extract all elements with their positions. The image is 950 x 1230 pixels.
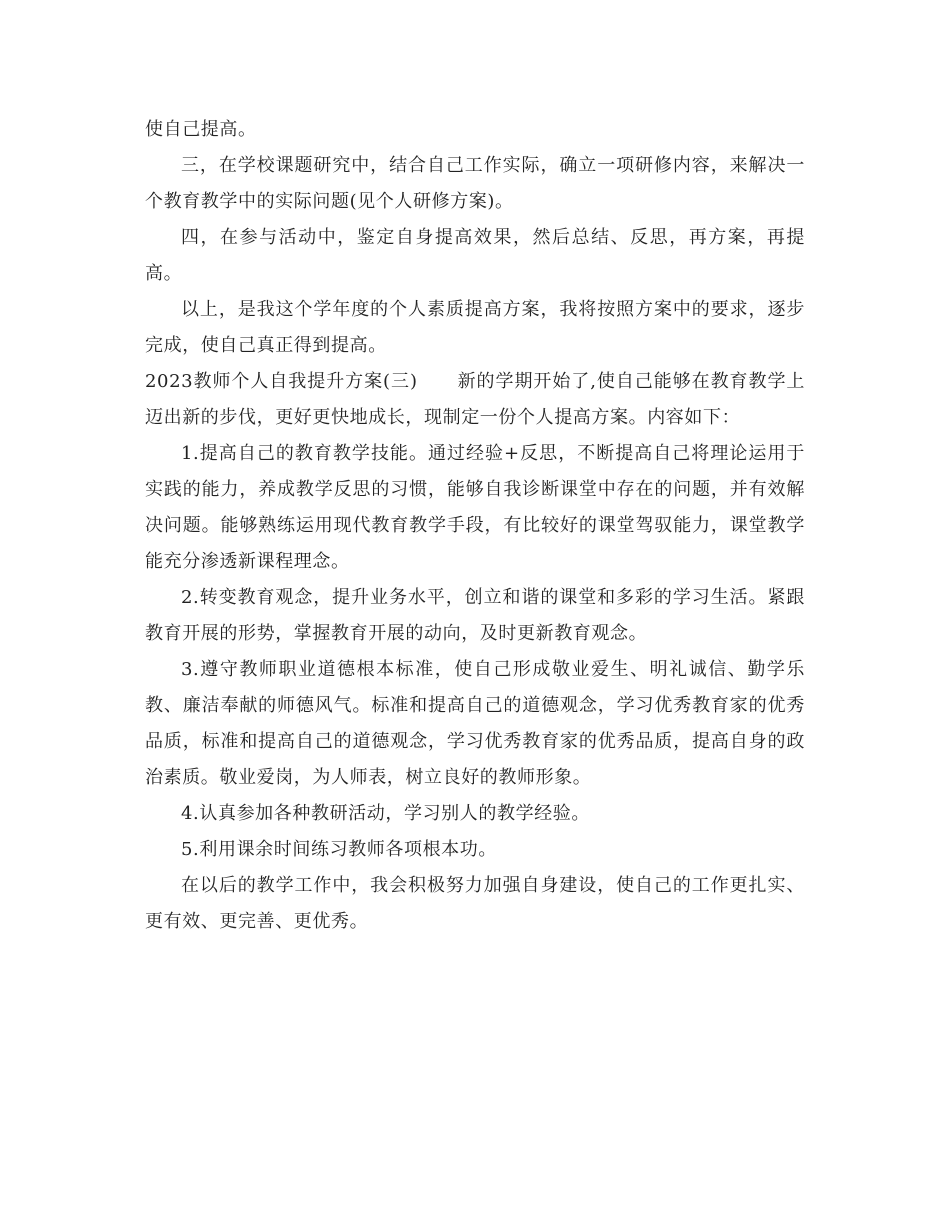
paragraph-point-4: 4.认真参加各种教研活动，学习别人的教学经验。 <box>181 803 590 824</box>
paragraph-closing: 在以后的教学工作中，我会积极努力加强自身建设，使自己的工作更扎实、更有效、更完善、更优秀。 <box>145 875 805 932</box>
paragraph-continuation: 使自己提高。 <box>145 119 257 140</box>
paragraph-point-5: 5.利用课余时间练习教师各项根本功。 <box>181 839 497 860</box>
paragraph-point-1: 1.提高自己的教育教学技能。通过经验+反思，不断提高自己将理论运用于实践的能力，养成教学反思的习惯，能够自我诊断课堂中存在的问题，并有效解决问题。能够熟练运用现代教育教学手段，有比较好的课堂驾驭能力，课堂教学能充分渗透新课程理念。 <box>145 443 805 572</box>
paragraph-point-3: 3.遵守教师职业道德根本标准，使自己形成敬业爱生、明礼诚信、勤学乐教、廉洁奉献的师德风气。标准和提高自己的道德观念，学习优秀教育家的优秀品质，标准和提高自己的道德观念，学习优秀教育家的优秀品质，提高自身的政治素质。敬业爱岗，为人师表，树立良好的教师形象。 <box>145 659 805 788</box>
paragraph-item-three: 三，在学校课题研究中，结合自己工作实际，确立一项研修内容，来解决一个教育教学中的实际问题(见个人研修方案)。 <box>145 155 805 212</box>
document-body <box>145 112 805 940</box>
paragraph-item-four: 四，在参与活动中，鉴定自身提高效果，然后总结、反思，再方案，再提高。 <box>145 227 805 284</box>
paragraph-point-2: 2.转变教育观念，提升业务水平，创立和谐的课堂和多彩的学习生活。紧跟教育开展的形势，掌握教育开展的动向，及时更新教育观念。 <box>145 587 805 644</box>
section-heading-plan-three: 2023教师个人自我提升方案(三) 新的学期开始了,使自己能够在教育教学上迈出新的步伐，更好更快地成长，现制定一份个人提高方案。内容如下： <box>145 371 805 428</box>
paragraph-conclusion: 以上，是我这个学年度的个人素质提高方案，我将按照方案中的要求，逐步完成，使自己真正得到提高。 <box>145 299 805 356</box>
